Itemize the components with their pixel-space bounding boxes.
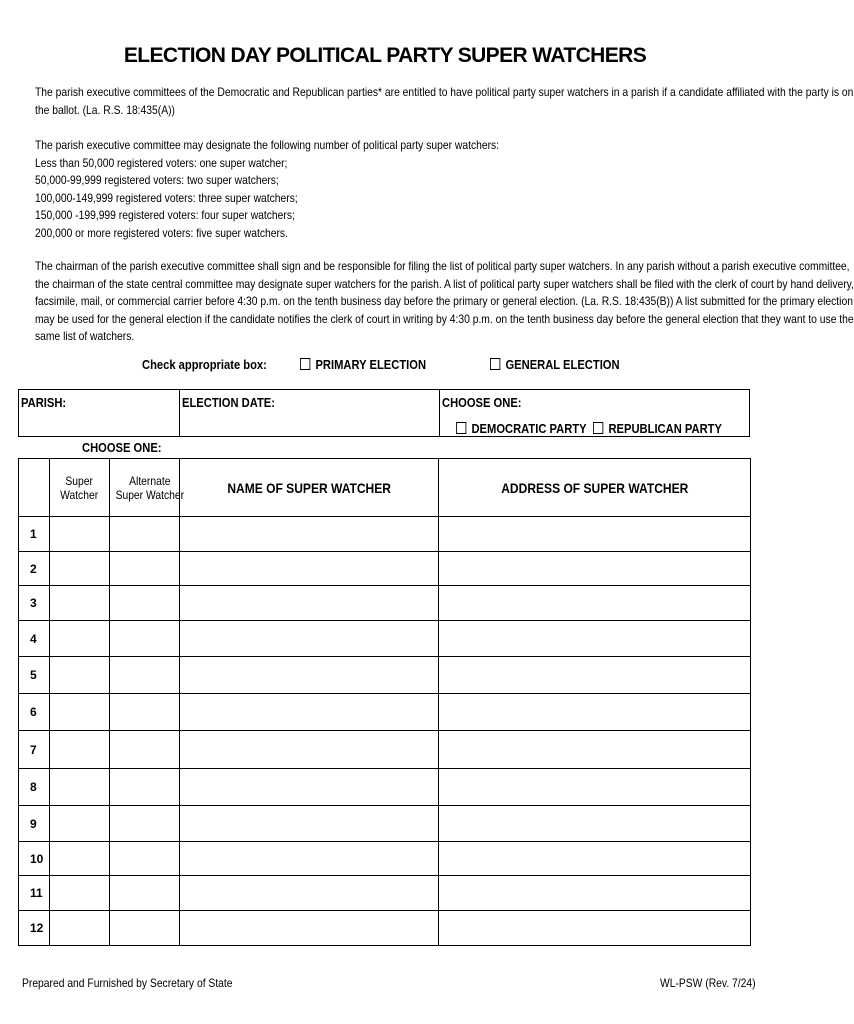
alternate-watcher-cell[interactable]: [110, 517, 180, 552]
header-text: Watcher: [60, 487, 99, 502]
super-watcher-cell[interactable]: [50, 769, 110, 806]
republican-party-checkbox[interactable]: [593, 422, 603, 434]
header-text: Super Watcher: [115, 487, 185, 502]
watcher-name-cell[interactable]: [180, 621, 439, 657]
watcher-address-cell[interactable]: [439, 586, 751, 621]
row-number: 7: [19, 731, 50, 769]
super-watcher-cell[interactable]: [50, 911, 110, 946]
watcher-count-paragraph: [35, 137, 742, 242]
text-line: The parish executive committee may designate the following number of political party super watchers:: [35, 138, 500, 152]
primary-election-option[interactable]: [300, 357, 426, 372]
text-line: 150,000 -199,999 registered voters: four super watchers;: [35, 208, 295, 222]
alternate-watcher-cell[interactable]: [110, 876, 180, 911]
text-line: The chairman of the parish executive committee shall sign and be responsible for filing the list of political party super watchers. In any parish without a parish executive committee,: [35, 259, 850, 273]
divider: [179, 390, 180, 436]
table-row: [19, 731, 751, 769]
alternate-watcher-cell[interactable]: [110, 552, 180, 586]
watcher-address-cell[interactable]: [439, 731, 751, 769]
watcher-name-cell[interactable]: [180, 911, 439, 946]
table-row: [19, 517, 751, 552]
super-watcher-cell[interactable]: [50, 876, 110, 911]
text-line: 100,000-149,999 registered voters: three super watchers;: [35, 190, 298, 205]
general-election-label: GENERAL ELECTION: [505, 357, 620, 372]
super-watcher-cell[interactable]: [50, 657, 110, 694]
row-number: 11: [19, 876, 50, 911]
header-text: Alternate: [129, 473, 171, 488]
intro-paragraph: [35, 84, 854, 119]
election-date-field[interactable]: ELECTION DATE:: [182, 395, 275, 410]
general-election-checkbox[interactable]: [490, 358, 500, 370]
row-number: 3: [19, 586, 50, 621]
text-line: facsimile, mail, or commercial carrier before 4:30 p.m. on the tenth business day before the primary or general election. (La. R.S. 18:435(B)) A list submitted for the primary election: [35, 294, 853, 308]
super-watcher-cell[interactable]: [50, 731, 110, 769]
alternate-watcher-cell[interactable]: [110, 731, 180, 769]
watcher-name-cell[interactable]: [180, 517, 439, 552]
row-number: 12: [19, 911, 50, 946]
alternate-watcher-cell[interactable]: [110, 842, 180, 876]
row-number: 6: [19, 694, 50, 731]
row-number: 1: [19, 517, 50, 552]
alternate-watcher-cell[interactable]: [110, 911, 180, 946]
text-line: the chairman of the state central committee may designate super watchers for the parish. A list of political party super watchers shall be filed with the clerk of court by hand delivery,: [35, 276, 854, 291]
header-text: Super: [65, 473, 94, 488]
primary-election-label: PRIMARY ELECTION: [315, 357, 427, 372]
watcher-address-cell[interactable]: [439, 806, 751, 842]
super-watcher-table: [18, 458, 751, 946]
footer-credit: Prepared and Furnished by Secretary of State: [22, 976, 233, 990]
super-watcher-col-header: [50, 459, 110, 517]
check-box-label: Check appropriate box:: [142, 357, 267, 372]
super-watcher-cell[interactable]: [50, 842, 110, 876]
row-number: 4: [19, 621, 50, 657]
super-watcher-cell[interactable]: [50, 806, 110, 842]
table-row: [19, 552, 751, 586]
text-line: the ballot. (La. R.S. 18:435(A)): [35, 102, 175, 117]
alternate-watcher-cell[interactable]: [110, 657, 180, 694]
watcher-address-cell[interactable]: [439, 621, 751, 657]
watcher-name-cell[interactable]: [180, 806, 439, 842]
general-election-option[interactable]: [490, 357, 620, 372]
republican-party-option[interactable]: [593, 421, 722, 436]
super-watcher-cell[interactable]: [50, 621, 110, 657]
democratic-party-checkbox[interactable]: [456, 422, 466, 434]
super-watcher-cell[interactable]: [50, 517, 110, 552]
alternate-watcher-cell[interactable]: [110, 769, 180, 806]
row-number: 8: [19, 769, 50, 806]
filing-paragraph: [35, 258, 854, 346]
watcher-name-cell[interactable]: [180, 694, 439, 731]
name-col-header: [180, 459, 439, 517]
democratic-party-label: DEMOCRATIC PARTY: [471, 421, 587, 436]
watcher-address-cell[interactable]: [439, 769, 751, 806]
header-text: NAME OF SUPER WATCHER: [227, 479, 391, 496]
watcher-name-cell[interactable]: [180, 657, 439, 694]
watcher-address-cell[interactable]: [439, 694, 751, 731]
row-number: 2: [19, 552, 50, 586]
primary-election-checkbox[interactable]: [300, 358, 310, 370]
watcher-name-cell[interactable]: [180, 586, 439, 621]
row-number: 9: [19, 806, 50, 842]
super-watcher-cell[interactable]: [50, 586, 110, 621]
form-number: WL-PSW (Rev. 7/24): [660, 976, 756, 990]
table-row: [19, 911, 751, 946]
table-row: [19, 806, 751, 842]
parish-field[interactable]: PARISH:: [21, 395, 67, 410]
watcher-name-cell[interactable]: [180, 842, 439, 876]
watcher-name-cell[interactable]: [180, 769, 439, 806]
address-col-header: [439, 459, 751, 517]
form-header-box: [18, 389, 750, 437]
table-row: [19, 621, 751, 657]
alternate-watcher-cell[interactable]: [110, 586, 180, 621]
table-row: [19, 769, 751, 806]
party-choose-label: CHOOSE ONE:: [442, 395, 522, 410]
table-row: [19, 694, 751, 731]
table-row: [19, 842, 751, 876]
text-line: same list of watchers.: [35, 329, 135, 343]
text-line: 50,000-99,999 registered voters: two super watchers;: [35, 173, 279, 187]
watcher-name-cell[interactable]: [180, 876, 439, 911]
row-number-header: [19, 459, 50, 517]
watcher-name-cell[interactable]: [180, 731, 439, 769]
row-number: 10: [19, 842, 50, 876]
watcher-type-choose-label: CHOOSE ONE:: [82, 440, 162, 455]
table-row: [19, 657, 751, 694]
text-line: may be used for the general election if the candidate notifies the clerk of court in writing by 4:30 p.m. on the tenth business day before the general election that they want to use the: [35, 311, 854, 326]
header-text: ADDRESS OF SUPER WATCHER: [500, 479, 689, 496]
alternate-watcher-col-header: [110, 459, 185, 517]
text-line: 200,000 or more registered voters: five super watchers.: [35, 225, 288, 240]
table-row: [19, 876, 751, 911]
form-title: ELECTION DAY POLITICAL PARTY SUPER WATCHERS: [123, 44, 647, 67]
table-header-row: [19, 459, 751, 517]
watcher-address-cell[interactable]: [439, 876, 751, 911]
watcher-address-cell[interactable]: [439, 552, 751, 586]
alternate-watcher-cell[interactable]: [110, 694, 180, 731]
republican-party-label: REPUBLICAN PARTY: [608, 421, 722, 436]
alternate-watcher-cell[interactable]: [110, 621, 180, 657]
row-number: 5: [19, 657, 50, 694]
text-line: Less than 50,000 registered voters: one super watcher;: [35, 155, 288, 170]
super-watcher-cell[interactable]: [50, 694, 110, 731]
watcher-address-cell[interactable]: [439, 657, 751, 694]
watcher-name-cell[interactable]: [180, 552, 439, 586]
alternate-watcher-cell[interactable]: [110, 806, 180, 842]
democratic-party-option[interactable]: [456, 421, 587, 436]
table-row: [19, 586, 751, 621]
super-watcher-cell[interactable]: [50, 552, 110, 586]
divider: [439, 390, 440, 436]
text-line: The parish executive committees of the Democratic and Republican parties* are entitled to have political party super watchers in a parish if a candidate affiliated with the party is on: [35, 85, 854, 99]
watcher-address-cell[interactable]: [439, 911, 751, 946]
watcher-address-cell[interactable]: [439, 517, 751, 552]
watcher-address-cell[interactable]: [439, 842, 751, 876]
